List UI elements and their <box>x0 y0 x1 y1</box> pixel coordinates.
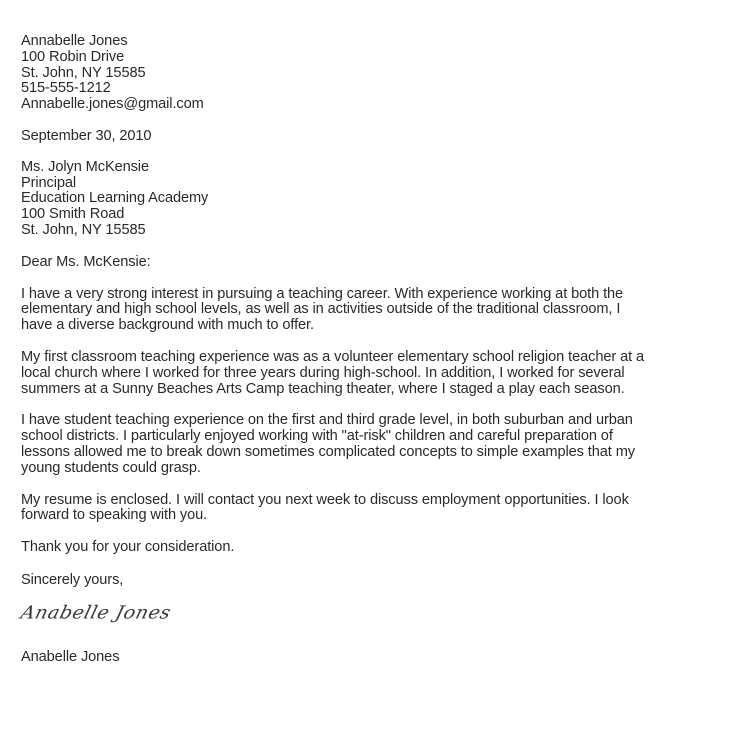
paragraph-line: I have a very strong interest in pursuing a teaching career. With experience working at both the <box>21 285 624 302</box>
sender-address-block <box>21 34 733 113</box>
thanks-line <box>21 540 733 556</box>
paragraph-line: forward to speaking with you. <box>21 507 208 524</box>
salutation-text: Dear Ms. McKensie: <box>21 253 151 270</box>
paragraph-line: have a diverse background with much to offer. <box>21 317 314 334</box>
handwritten-signature <box>18 602 733 634</box>
sender-phone: 515-555-1212 <box>21 80 111 97</box>
paragraph-line: elementary and high school levels, as well as in activities outside of the traditional classroom, I <box>21 301 621 318</box>
paragraph-line: local church where I worked for three years during high-school. In addition, I worked for several <box>21 364 625 381</box>
signature-text: Anabelle Jones <box>18 602 174 624</box>
body-paragraph-2 <box>21 350 733 397</box>
closing-text: Sincerely yours, <box>21 571 124 588</box>
paragraph-line: My first classroom teaching experience was as a volunteer elementary school religion teacher at a <box>21 348 645 365</box>
recipient-name: Ms. Jolyn McKensie <box>21 158 149 175</box>
date-text: September 30, 2010 <box>21 127 152 144</box>
recipient-street: 100 Smith Road <box>21 206 125 223</box>
paragraph-line: young students could grasp. <box>21 459 201 476</box>
sender-name: Annabelle Jones <box>21 33 128 49</box>
paragraph-line: school districts. I particularly enjoyed working with "at-risk" children and careful preparation of <box>21 428 613 445</box>
printed-name-text: Anabelle Jones <box>21 648 120 665</box>
recipient-address-block <box>21 160 733 239</box>
recipient-title: Principal <box>21 174 77 191</box>
paragraph-line: My resume is enclosed. I will contact you next week to discuss employment opportunities. I look <box>21 491 629 508</box>
sender-city-state-zip: St. John, NY 15585 <box>21 64 146 81</box>
sender-email: Annabelle.jones@gmail.com <box>21 96 204 113</box>
body-paragraph-3 <box>21 413 733 476</box>
recipient-city-state-zip: St. John, NY 15585 <box>21 221 146 238</box>
paragraph-line: lessons allowed me to break down sometimes complicated concepts to simple examples that my <box>21 443 635 460</box>
cover-letter <box>18 33 733 666</box>
printed-name <box>21 650 733 666</box>
thanks-text: Thank you for your consideration. <box>21 539 235 556</box>
letter-date <box>21 129 733 145</box>
closing <box>21 573 733 589</box>
salutation <box>21 255 733 271</box>
sender-street: 100 Robin Drive <box>21 48 125 65</box>
body-paragraph-1 <box>21 287 733 334</box>
paragraph-line: summers at a Sunny Beaches Arts Camp teaching theater, where I staged a play each season. <box>21 380 625 397</box>
paragraph-line: I have student teaching experience on the first and third grade level, in both suburban and urban <box>21 412 633 429</box>
recipient-organization: Education Learning Academy <box>21 190 209 207</box>
body-paragraph-4 <box>21 493 733 525</box>
